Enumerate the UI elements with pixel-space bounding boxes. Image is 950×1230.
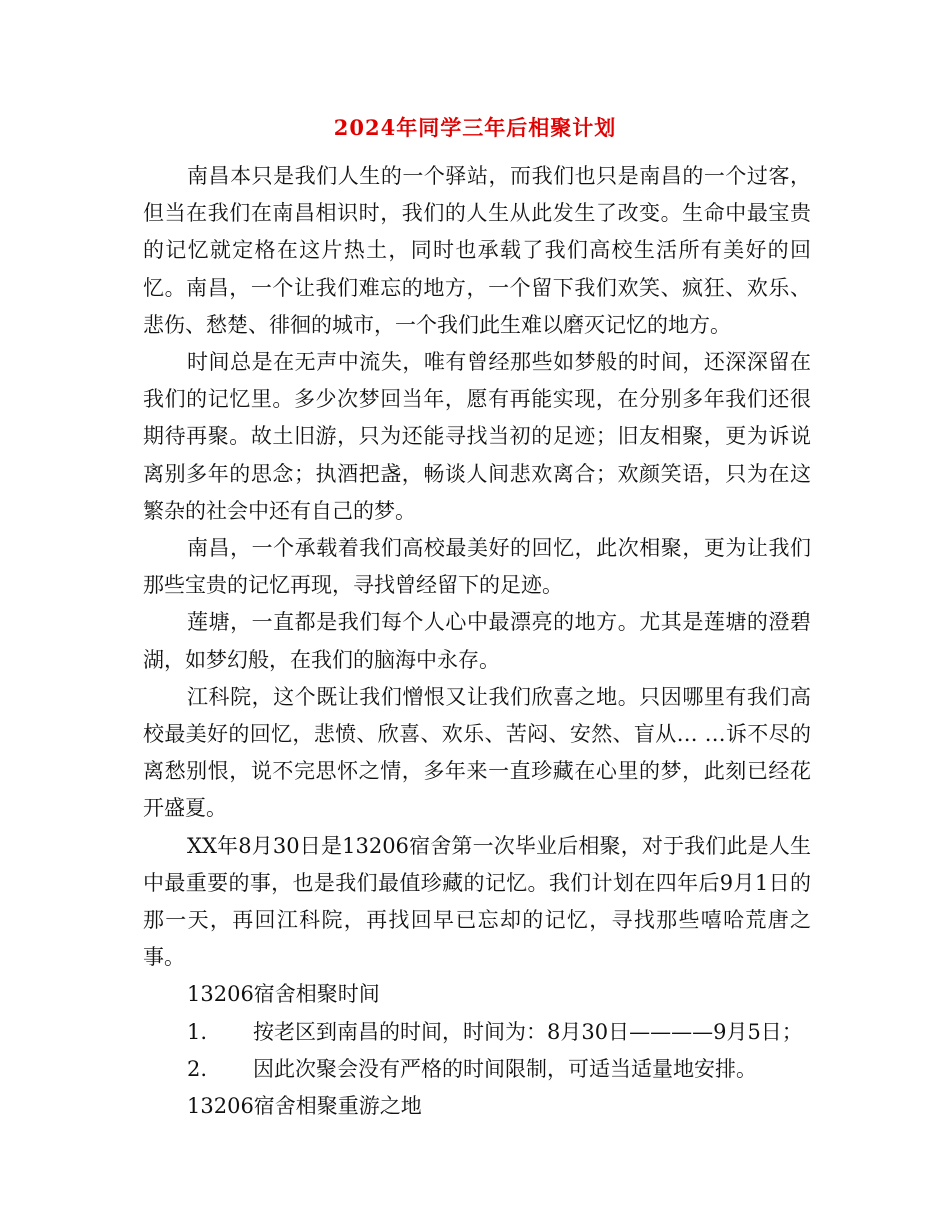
list-item-number: 1. — [187, 1019, 208, 1044]
document-body — [143, 158, 811, 1125]
list-item-text: 按老区到南昌的时间，时间为：8月30日————9月5日； — [253, 1019, 803, 1044]
paragraph-time: 时间总是在无声中流失，唯有曾经那些如梦般的时间，还深深留在我们的记忆里。多少次梦回当年，愿有再能实现，在分别多年我们还很期待再聚。故土旧游，只为还能寻找当初的足迹；旧友相聚，更为诉说离别多年的思念；执酒把盏，畅谈人间悲欢离合；欢颜笑语，只为在这繁杂的社会中还有自己的梦。 — [143, 350, 811, 523]
paragraph-liantang: 莲塘，一直都是我们每个人心中最漂亮的地方。尤其是莲塘的澄碧湖，如梦幻般，在我们的脑海中永存。 — [143, 610, 811, 672]
list-item-text: 因此次聚会没有严格的时间限制，可适当适量地安排。 — [253, 1056, 757, 1081]
section-heading-places: 13206宿舍相聚重游之地 — [187, 1094, 422, 1119]
paragraph-intro: 南昌本只是我们人生的一个驿站，而我们也只是南昌的一个过客，但当在我们在南昌相识时，我们的人生从此发生了改变。生命中最宝贵的记忆就定格在这片热土，同时也承载了我们高校生活所有美好的回忆。南昌，一个让我们难忘的地方，一个留下我们欢笑、疯狂、欢乐、悲伤、愁楚、徘徊的城市，一个我们此生难以磨灭记忆的地方。 — [143, 164, 811, 337]
paragraph-plan: XX年8月30日是13206宿舍第一次毕业后相聚，对于我们此是人生中最重要的事，也是我们最值珍藏的记忆。我们计划在四年后9月1日的那一天，再回江科院，再找回早已忘却的记忆，寻找那些嘻哈荒唐之事。 — [143, 833, 811, 970]
list-item-number: 2. — [187, 1056, 208, 1081]
list-item — [143, 1051, 811, 1088]
document-title: 2024年同学三年后相聚计划 — [333, 115, 617, 140]
list-item — [143, 1014, 811, 1051]
section-heading-time: 13206宿舍相聚时间 — [187, 982, 380, 1007]
paragraph-nanchang: 南昌，一个承载着我们高校最美好的回忆，此次相聚，更为让我们那些宝贵的记忆再现，寻找曾经留下的足迹。 — [143, 536, 811, 598]
paragraph-jiangkeyuan: 江科院，这个既让我们憎恨又让我们欣喜之地。只因哪里有我们高校最美好的回忆，悲愤、欣喜、欢乐、苦闷、安然、盲从… …诉不尽的离愁别恨，说不完思怀之情，多年来一直珍藏在心里的梦，此刻已经花开盛夏。 — [143, 684, 811, 821]
